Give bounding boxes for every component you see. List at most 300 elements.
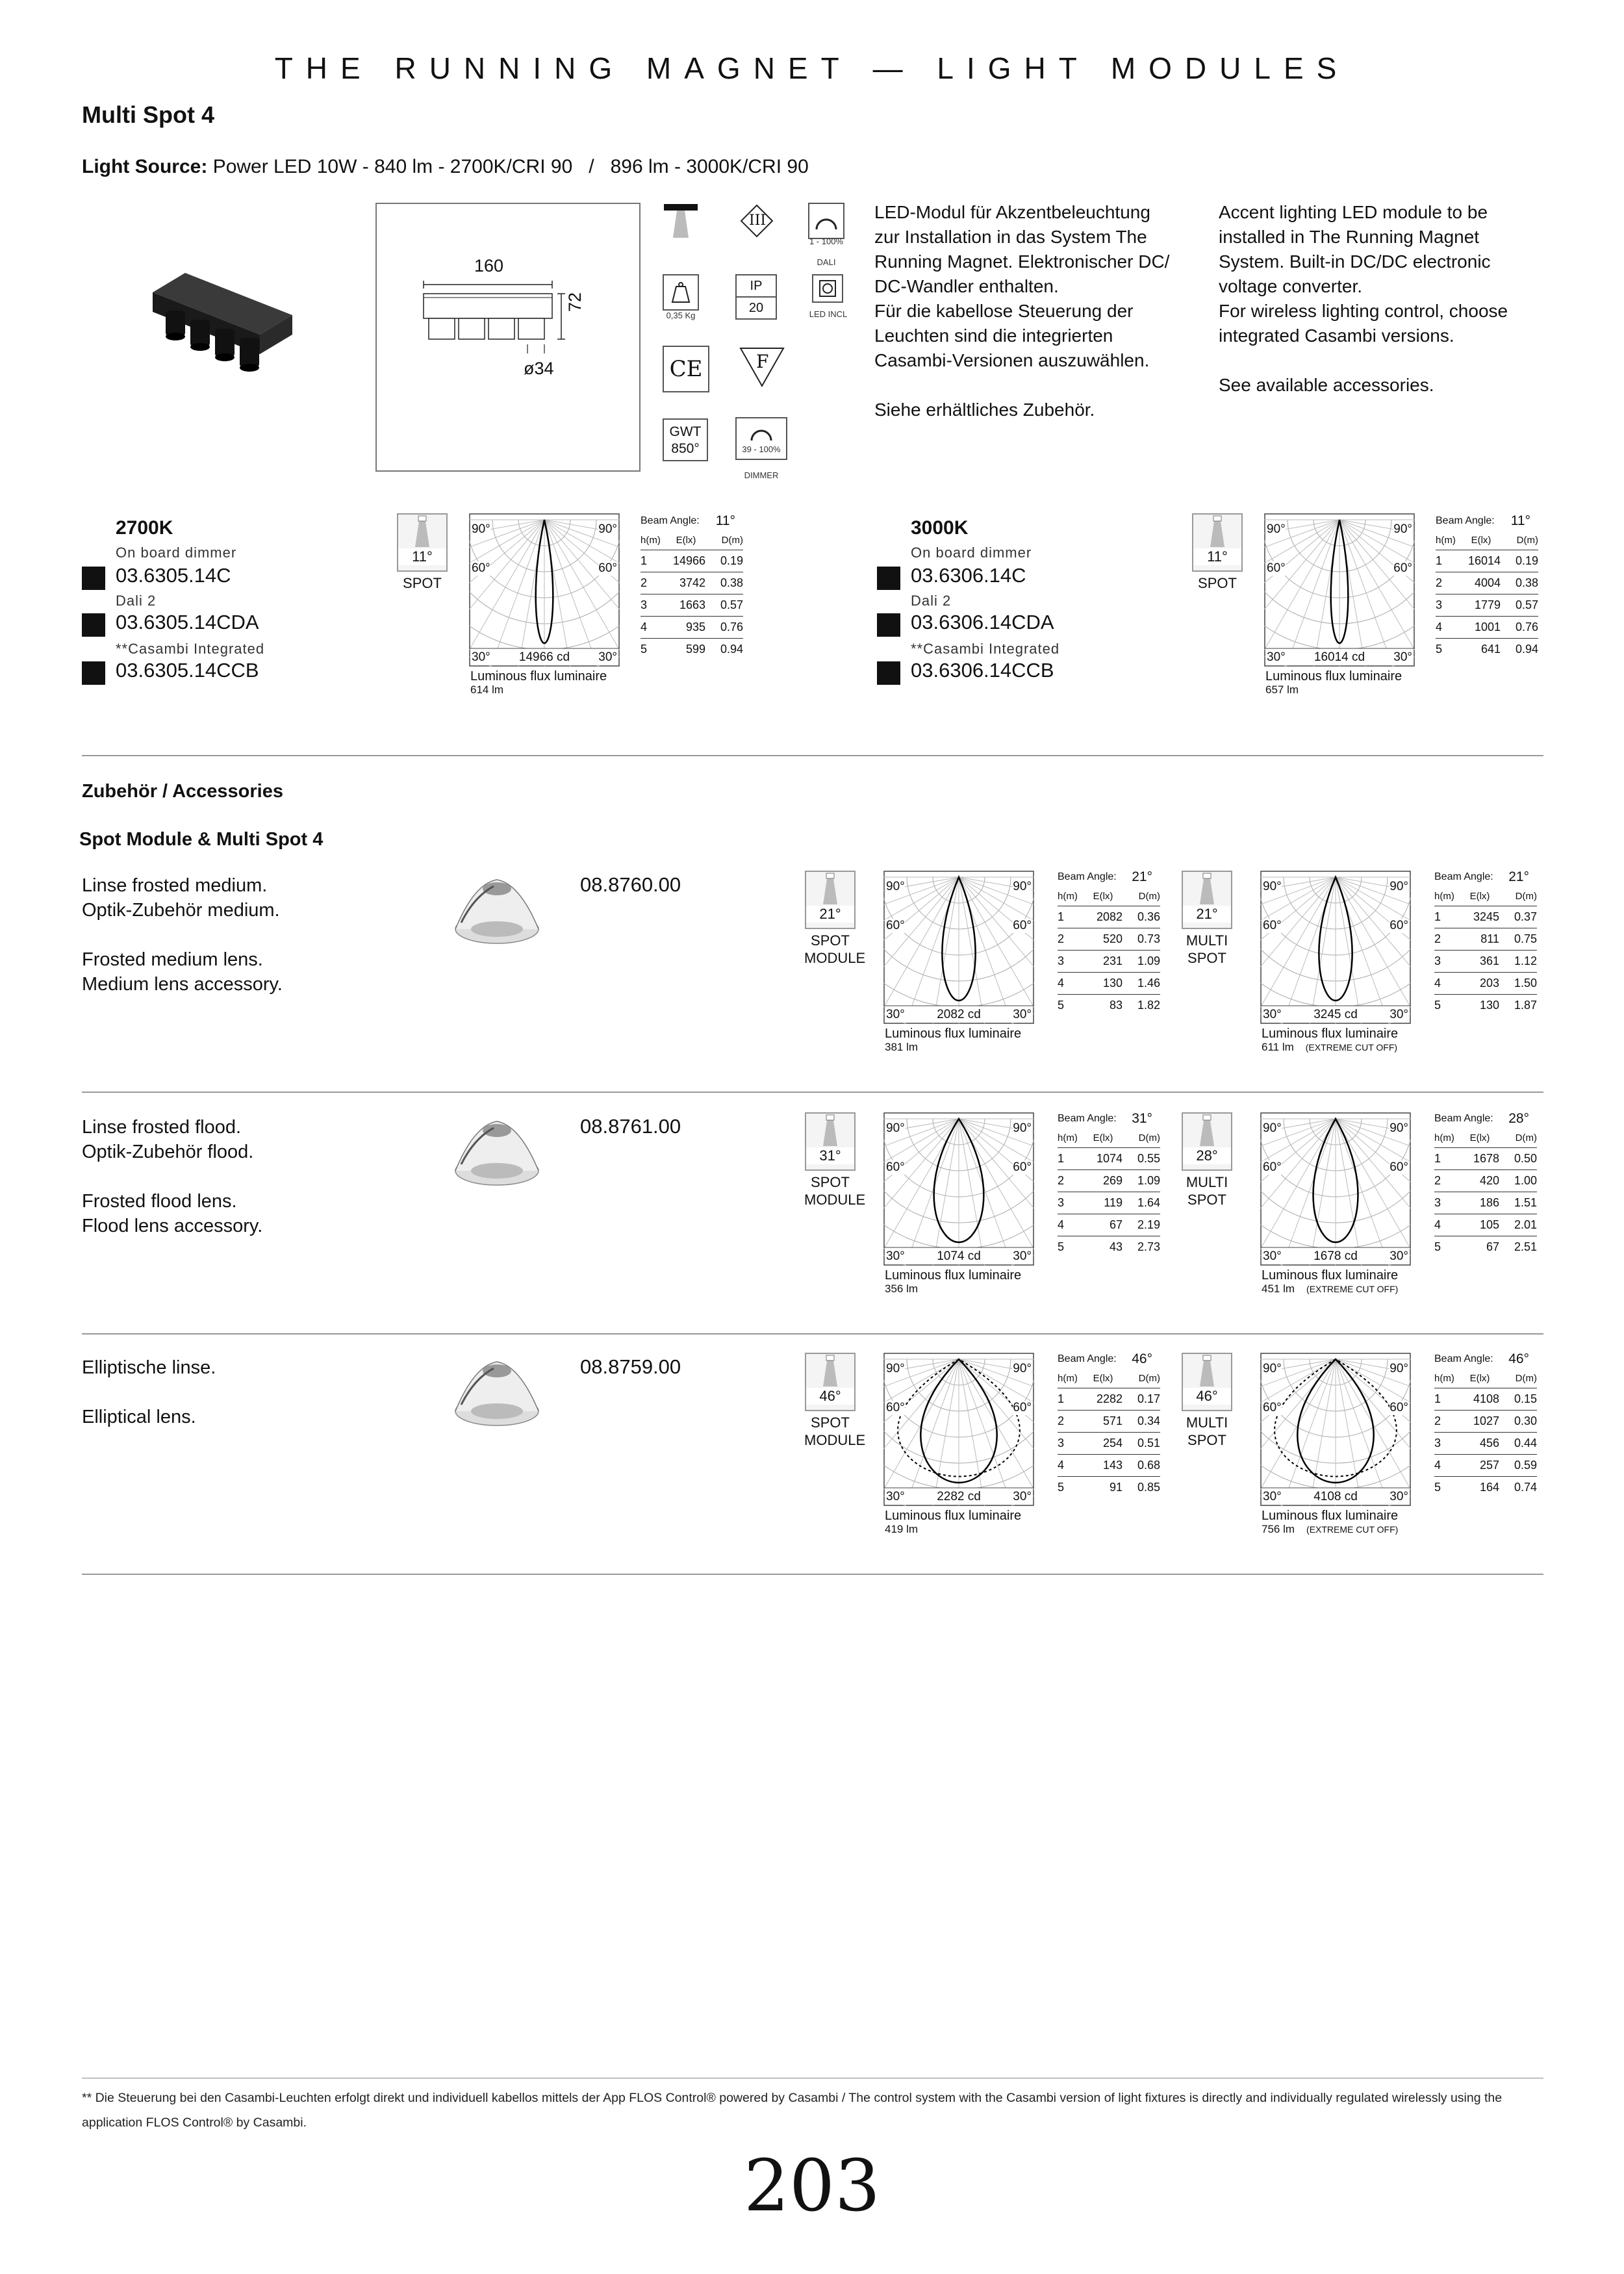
col-e: E(lx)	[1469, 1372, 1490, 1384]
cell-h: 4	[1436, 620, 1443, 633]
angle-90-left: 90°	[886, 1362, 905, 1375]
polar-diagram	[469, 513, 620, 706]
cell-d: 1.50	[1514, 977, 1537, 990]
cell-e: 43	[1109, 1240, 1123, 1253]
cell-d: 0.75	[1514, 932, 1537, 945]
desc-de-line: Leuchten sind die integrierten	[874, 326, 1113, 346]
beam-type-box	[804, 871, 866, 967]
cell-e: 361	[1479, 954, 1499, 967]
cell-h: 4	[1058, 1459, 1065, 1472]
beam-type-label: MULTI SPOT	[1186, 1414, 1228, 1448]
cell-h: 5	[1058, 1240, 1065, 1253]
accessory-description	[82, 873, 446, 997]
table-row	[1436, 572, 1538, 594]
cut-off-note: (EXTREME CUT OFF)	[1305, 1042, 1398, 1053]
variant-code-c: 03.6305.14C	[116, 564, 231, 587]
flux-value: 657 lm	[1265, 683, 1299, 696]
dimmer2-range: 39 - 100%	[742, 444, 781, 454]
angle-30-left: 30°	[472, 650, 490, 664]
polar-diagram	[883, 871, 1034, 1063]
cell-e: 1001	[1474, 620, 1501, 633]
code-swatch	[877, 567, 900, 590]
accessory-line: Flood lens accessory.	[82, 1216, 263, 1236]
cell-e: 935	[685, 620, 705, 633]
cell-e: 3245	[1473, 910, 1499, 923]
col-e: E(lx)	[676, 534, 696, 546]
cell-d: 0.73	[1137, 932, 1160, 945]
cell-h: 5	[1058, 999, 1065, 1012]
beam-angle-box-value: 46°	[806, 1388, 854, 1405]
table-row	[1434, 973, 1537, 995]
beam-icon	[805, 1353, 856, 1411]
cell-h: 4	[1434, 977, 1441, 990]
angle-60-right: 60°	[598, 561, 617, 575]
angle-30-left: 30°	[886, 1249, 905, 1263]
beam-type-label: MULTI SPOT	[1186, 932, 1228, 966]
table-row	[1436, 639, 1538, 660]
cell-d: 1.51	[1514, 1196, 1537, 1209]
ip-rating-box	[735, 274, 777, 320]
angle-60-right: 60°	[1393, 561, 1412, 575]
flux-row	[885, 1283, 918, 1296]
cell-h: 1	[641, 554, 648, 567]
cell-d: 0.85	[1137, 1481, 1160, 1494]
col-e: E(lx)	[1469, 1132, 1490, 1143]
peak-intensity: 2082 cd	[937, 1008, 981, 1021]
accessory-line: Medium lens accessory.	[82, 974, 283, 995]
light-source-value: Power LED 10W - 840 lm - 2700K/CRI 90 / 896 lm - 3000K/CRI 90	[212, 156, 809, 177]
cell-h: 5	[1434, 1481, 1441, 1494]
cell-h: 3	[1436, 598, 1443, 611]
beam-angle-header	[1058, 1110, 1160, 1128]
variant-sub-onboard: On board dimmer	[116, 544, 237, 561]
angle-30-left: 30°	[1263, 1249, 1282, 1263]
table-row	[1058, 1148, 1160, 1170]
flux-label: Luminous flux luminaire	[885, 1509, 1022, 1523]
gwt-box	[663, 418, 708, 461]
cell-e: 811	[1480, 932, 1499, 945]
cell-h: 5	[641, 643, 648, 656]
beam-angle-label: Beam Angle:	[1058, 1113, 1117, 1124]
weight-value: 0,35 Kg	[666, 311, 696, 320]
cell-d: 0.34	[1137, 1414, 1160, 1427]
angle-30-left: 30°	[1263, 1490, 1282, 1503]
cell-e: 269	[1102, 1174, 1123, 1187]
polar-grid	[1260, 1112, 1411, 1266]
angle-60-left: 60°	[886, 1160, 905, 1174]
cell-h: 3	[641, 598, 648, 611]
cell-e: 599	[685, 643, 705, 656]
flux-row	[1262, 1283, 1398, 1296]
drawing-height: 72	[565, 292, 585, 312]
cell-h: 3	[1058, 954, 1065, 967]
flux-row	[885, 1041, 918, 1054]
polar-diagram	[1260, 871, 1411, 1063]
flux-label: Luminous flux luminaire	[885, 1268, 1022, 1283]
peak-intensity: 16014 cd	[1313, 650, 1365, 664]
col-d: D(m)	[1516, 534, 1538, 546]
product-photo	[146, 273, 296, 396]
flux-label: Luminous flux luminaire	[1262, 1027, 1399, 1041]
led-icon	[812, 274, 843, 303]
table-header-row	[1434, 1128, 1537, 1148]
col-h: h(m)	[1058, 1372, 1078, 1384]
beam-angle-value: 11°	[1510, 513, 1530, 528]
table-row	[1058, 1433, 1160, 1455]
angle-90-left: 90°	[1267, 522, 1286, 536]
col-h: h(m)	[1058, 1132, 1078, 1143]
angle-90-right: 90°	[1389, 880, 1408, 893]
table-row	[1058, 1477, 1160, 1498]
variant-title: 2700K	[116, 517, 173, 539]
cell-e: 16014	[1467, 554, 1501, 567]
flux-label: Luminous flux luminaire	[885, 1027, 1022, 1041]
cell-e: 420	[1479, 1174, 1499, 1187]
desc-en-line: System. Built-in DC/DC electronic	[1219, 251, 1491, 272]
variant-code-cda: 03.6305.14CDA	[116, 611, 259, 633]
flux-row	[1265, 683, 1299, 696]
beam-type-label: SPOT MODULE	[804, 932, 866, 966]
beam-type-box	[1181, 1353, 1233, 1449]
technical-drawing	[375, 203, 641, 472]
table-row	[1058, 1170, 1160, 1192]
desc-de-line: LED-Modul für Akzentbeleuchtung	[874, 202, 1150, 222]
cell-d: 0.15	[1514, 1392, 1537, 1405]
variant-sub-dali: Dali 2	[911, 593, 952, 609]
beam-type-box	[804, 1112, 866, 1208]
beam-angle-label: Beam Angle:	[1058, 871, 1117, 882]
cell-e: 4108	[1473, 1392, 1499, 1405]
beam-type-label: MULTI SPOT	[1186, 1174, 1228, 1208]
desc-de-line: Running Magnet. Elektronischer DC/	[874, 251, 1170, 272]
cell-e: 119	[1104, 1196, 1123, 1209]
cell-e: 203	[1479, 977, 1499, 990]
flux-row	[1262, 1523, 1398, 1536]
beam-icon	[397, 513, 448, 572]
class-iii-icon	[739, 203, 775, 239]
beam-icon	[805, 1112, 856, 1171]
angle-30-left: 30°	[1263, 1008, 1282, 1021]
col-h: h(m)	[641, 534, 661, 546]
desc-en-line: Accent lighting LED module to be	[1219, 202, 1488, 222]
table-row	[641, 572, 743, 594]
angle-60-right: 60°	[1013, 1160, 1032, 1174]
table-row	[1058, 1214, 1160, 1236]
table-header-row	[1058, 1368, 1160, 1388]
col-d: D(m)	[1138, 1132, 1160, 1143]
cell-e: 186	[1479, 1196, 1499, 1209]
beam-icon	[1182, 1353, 1232, 1411]
cell-e: 1678	[1473, 1152, 1499, 1165]
beam-angle-header	[1434, 1350, 1537, 1368]
variant-sub-dali: Dali 2	[116, 593, 157, 609]
table-row	[1058, 1236, 1160, 1258]
ip-label: IP	[737, 275, 776, 298]
table-row	[1434, 951, 1537, 973]
cell-d: 0.36	[1137, 910, 1160, 923]
beam-angle-box-value: 46°	[1183, 1388, 1231, 1405]
cell-e: 456	[1479, 1437, 1499, 1450]
desc-en-line: integrated Casambi versions.	[1219, 326, 1454, 346]
table-row	[1434, 1477, 1537, 1498]
beam-angle-header	[1436, 512, 1538, 530]
beam-angle-header	[1434, 1110, 1537, 1128]
peak-intensity: 4108 cd	[1313, 1490, 1358, 1503]
accessory-description	[82, 1355, 446, 1429]
col-e: E(lx)	[1093, 890, 1113, 902]
accessory-code: 08.8760.00	[580, 873, 681, 896]
angle-60-right: 60°	[1389, 1160, 1408, 1174]
accessory-code: 08.8761.00	[580, 1115, 681, 1138]
angle-90-right: 90°	[1013, 880, 1032, 893]
beam-angle-value: 11°	[715, 513, 735, 528]
cell-d: 0.30	[1514, 1414, 1537, 1427]
cell-d: 0.57	[1515, 598, 1538, 611]
cell-d: 0.76	[1515, 620, 1538, 633]
cell-d: 0.44	[1514, 1437, 1537, 1450]
table-row	[1436, 550, 1538, 572]
track-mount-icon	[663, 203, 699, 239]
cell-d: 0.68	[1137, 1459, 1160, 1472]
accessory-line: Frosted medium lens.	[82, 949, 263, 970]
flux-label: Luminous flux luminaire	[1262, 1509, 1399, 1523]
beam-type-box	[396, 513, 448, 592]
drawing-width: 160	[474, 256, 504, 275]
cell-d: 0.37	[1514, 910, 1537, 923]
f-mark-label: F	[756, 351, 769, 372]
desc-de-line: DC-Wandler enthalten.	[874, 276, 1059, 296]
accessory-description	[82, 1115, 446, 1238]
cell-h: 1	[1058, 910, 1065, 923]
beam-angle-header	[1058, 868, 1160, 886]
beam-type-box	[1181, 1112, 1233, 1208]
cell-d: 2.19	[1137, 1218, 1160, 1231]
angle-30-right: 30°	[1389, 1490, 1408, 1503]
table-row	[1434, 1236, 1537, 1258]
table-row	[1058, 928, 1160, 951]
cell-e: 257	[1479, 1459, 1499, 1472]
angle-90-right: 90°	[1013, 1362, 1032, 1375]
beam-angle-header	[641, 512, 743, 530]
photometric-table	[641, 512, 743, 660]
cell-h: 2	[1436, 576, 1443, 589]
cell-h: 1	[1434, 1392, 1441, 1405]
cell-h: 2	[1434, 1174, 1441, 1187]
peak-intensity: 3245 cd	[1313, 1008, 1358, 1021]
table-row	[641, 594, 743, 617]
polar-grid	[469, 513, 620, 667]
photometric-table	[1434, 868, 1537, 1016]
table-row	[1434, 1214, 1537, 1236]
beam-type-label: SPOT	[1198, 575, 1237, 591]
cell-d: 0.94	[1515, 643, 1538, 656]
polar-grid	[1260, 1353, 1411, 1506]
spacer	[82, 1380, 446, 1405]
col-d: D(m)	[1515, 890, 1537, 902]
accessory-line: Elliptische linse.	[82, 1357, 216, 1378]
cell-d: 0.57	[720, 598, 743, 611]
flux-value: 356 lm	[885, 1283, 919, 1295]
col-h: h(m)	[1058, 890, 1078, 902]
angle-30-right: 30°	[1013, 1249, 1032, 1263]
cell-h: 1	[1058, 1392, 1065, 1405]
col-h: h(m)	[1434, 890, 1454, 902]
cell-h: 4	[1434, 1459, 1441, 1472]
table-row	[1058, 1411, 1160, 1433]
variant-code-ccb: 03.6305.14CCB	[116, 659, 259, 682]
angle-30-right: 30°	[1389, 1249, 1408, 1263]
cell-d: 0.55	[1137, 1152, 1160, 1165]
beam-type-box	[1181, 871, 1233, 967]
beam-angle-value: 31°	[1132, 1111, 1152, 1126]
cell-h: 3	[1434, 1196, 1441, 1209]
desc-de-line: Siehe erhältliches Zubehör.	[874, 400, 1095, 420]
accessory-code: 08.8759.00	[580, 1355, 681, 1378]
spacer	[82, 923, 446, 947]
flux-row	[1262, 1041, 1397, 1054]
photometric-table	[1434, 1110, 1537, 1258]
beam-type-box	[1191, 513, 1243, 592]
col-d: D(m)	[1138, 1372, 1160, 1384]
cell-h: 5	[1058, 1481, 1065, 1494]
beam-angle-header	[1434, 868, 1537, 886]
col-d: D(m)	[1515, 1132, 1537, 1143]
angle-60-left: 60°	[1263, 919, 1282, 932]
desc-de-line: Casambi-Versionen auszuwählen.	[874, 350, 1150, 370]
beam-angle-label: Beam Angle:	[1434, 1113, 1493, 1124]
table-header-row	[1058, 1128, 1160, 1148]
ip-value: 20	[748, 301, 764, 315]
accessories-title: Zubehör / Accessories	[82, 781, 283, 802]
class-iii-label: III	[749, 212, 767, 229]
angle-60-left: 60°	[1263, 1160, 1282, 1174]
code-swatch	[82, 613, 105, 637]
gwt-label: GWT	[669, 424, 702, 439]
cell-h: 5	[1434, 999, 1441, 1012]
col-d: D(m)	[1138, 890, 1160, 902]
cell-d: 0.38	[720, 576, 743, 589]
cell-h: 2	[1434, 932, 1441, 945]
cell-e: 641	[1480, 643, 1501, 656]
product-title: Multi Spot 4	[82, 101, 214, 128]
cell-d: 0.74	[1514, 1481, 1537, 1494]
accessory-line: Linse frosted medium.	[82, 875, 268, 896]
code-swatch	[82, 567, 105, 590]
table-row	[1058, 995, 1160, 1016]
flux-value: 381 lm	[885, 1041, 919, 1053]
cell-d: 1.12	[1514, 954, 1537, 967]
accessory-line: Frosted flood lens.	[82, 1191, 237, 1212]
catalog-header: THE RUNNING MAGNET — LIGHT MODULES	[274, 51, 1350, 85]
angle-90-right: 90°	[598, 522, 617, 536]
footnote: ** Die Steuerung bei den Casambi-Leuchten erfolgt direkt und individuell kabellos mittels der App FLOS Control® powered by Casambi / The control system with the Casambi version of light fixtures is directly and individually regulated wirelessly using the application FLOS Control® by Casambi.	[82, 2091, 1503, 2130]
col-e: E(lx)	[1469, 890, 1490, 902]
cell-e: 254	[1102, 1437, 1123, 1450]
photometric-table	[1058, 868, 1160, 1016]
cell-h: 4	[1058, 977, 1065, 990]
ce-mark-icon: CE	[663, 346, 709, 392]
col-e: E(lx)	[1093, 1132, 1113, 1143]
beam-angle-value: 46°	[1132, 1351, 1152, 1366]
light-source-label: Light Source:	[82, 156, 208, 177]
flux-label: Luminous flux luminaire	[470, 669, 607, 683]
polar-grid	[1260, 871, 1411, 1024]
beam-angle-box-value: 28°	[1183, 1147, 1231, 1164]
cell-d: 2.73	[1137, 1240, 1160, 1253]
flux-value: 614 lm	[470, 683, 504, 696]
flux-row	[470, 683, 503, 696]
angle-30-left: 30°	[1267, 650, 1286, 664]
cell-h: 2	[1058, 932, 1065, 945]
table-row	[1434, 1455, 1537, 1477]
cell-h: 3	[1434, 1437, 1441, 1450]
photometric-table	[1058, 1350, 1160, 1498]
table-header-row	[1434, 1368, 1537, 1388]
light-source	[82, 156, 809, 178]
accessory-line: Linse frosted flood.	[82, 1117, 242, 1138]
cell-e: 164	[1479, 1481, 1499, 1494]
cell-h: 3	[1058, 1196, 1065, 1209]
table-header-row	[1436, 530, 1538, 550]
cell-d: 0.19	[1515, 554, 1538, 567]
variant-code-c: 03.6306.14C	[911, 564, 1026, 587]
cell-d: 0.51	[1137, 1437, 1160, 1450]
beam-angle-label: Beam Angle:	[1436, 515, 1495, 526]
beam-angle-label: Beam Angle:	[641, 515, 700, 526]
polar-diagram	[1264, 513, 1415, 706]
description-en	[1219, 200, 1556, 398]
flux-label: Luminous flux luminaire	[1262, 1268, 1399, 1283]
table-row	[1058, 1388, 1160, 1411]
variant-code-ccb: 03.6306.14CCB	[911, 659, 1054, 682]
angle-30-left: 30°	[886, 1008, 905, 1021]
variant-sub-onboard: On board dimmer	[911, 544, 1032, 561]
peak-intensity: 1678 cd	[1313, 1249, 1358, 1263]
cell-d: 0.94	[720, 643, 743, 656]
cell-e: 67	[1486, 1240, 1499, 1253]
angle-60-left: 60°	[472, 561, 490, 575]
table-row	[641, 639, 743, 660]
beam-type-label: SPOT MODULE	[804, 1414, 866, 1448]
angle-90-left: 90°	[1263, 880, 1282, 893]
beam-type-box	[804, 1353, 866, 1449]
angle-30-right: 30°	[1389, 1008, 1408, 1021]
angle-30-right: 30°	[1013, 1490, 1032, 1503]
flux-value: 419 lm	[885, 1523, 919, 1535]
col-d: D(m)	[721, 534, 743, 546]
cell-e: 83	[1109, 999, 1123, 1012]
cell-d: 0.17	[1137, 1392, 1160, 1405]
cell-d: 1.87	[1514, 999, 1537, 1012]
cell-e: 1663	[679, 598, 705, 611]
variant-title: 3000K	[911, 517, 969, 539]
table-row	[1058, 906, 1160, 928]
angle-30-right: 30°	[598, 650, 617, 664]
cell-e: 130	[1102, 977, 1123, 990]
beam-angle-value: 21°	[1508, 869, 1529, 884]
angle-30-right: 30°	[1013, 1008, 1032, 1021]
lens-photo	[448, 1353, 546, 1440]
cut-off-note: (EXTREME CUT OFF)	[1306, 1524, 1399, 1535]
table-header-row	[641, 530, 743, 550]
cell-d: 1.09	[1137, 954, 1160, 967]
peak-intensity: 1074 cd	[937, 1249, 981, 1263]
angle-90-left: 90°	[1263, 1121, 1282, 1135]
beam-icon	[1182, 871, 1232, 929]
description-de	[874, 200, 1212, 422]
table-row	[641, 550, 743, 572]
desc-de-line: zur Installation in das System The	[874, 227, 1147, 247]
